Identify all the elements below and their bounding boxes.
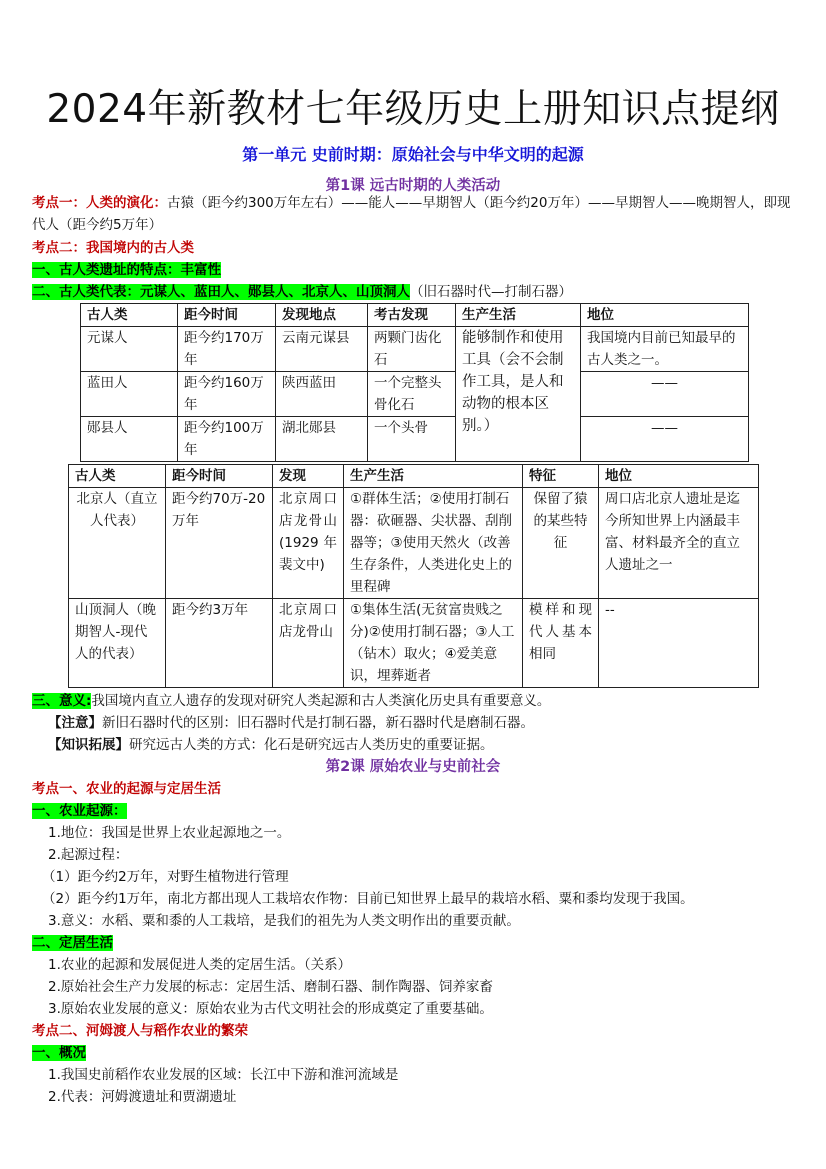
table-cell: 模样和现代人基本相同 [523, 599, 599, 688]
table-row [81, 372, 749, 417]
table-row [81, 327, 749, 372]
table2-header: 特征 [523, 465, 599, 488]
list-item: （2）距今约1万年，南北方都出现人工栽培农作物：目前已知世界上最早的栽培水稻、粟和黍均发现于我国。 [42, 891, 694, 907]
table1-header: 发现地点 [276, 304, 368, 327]
lesson2-section1: 一、农业起源： [32, 803, 127, 819]
list-item: 1.农业的起源和发展促进人类的定居生活。（关系） [48, 957, 352, 973]
table-cell: 郧县人 [81, 417, 178, 462]
lesson2-section2: 二、定居生活 [32, 935, 113, 951]
table-cell: 距今约160万年 [178, 372, 276, 417]
table-cell: 距今约170万年 [178, 327, 276, 372]
table1-header: 考古发现 [368, 304, 456, 327]
table-cell: 元谋人 [81, 327, 178, 372]
table-cell: 距今约100万年 [178, 417, 276, 462]
section3-label: 三、意义: [32, 693, 92, 709]
table-cell: ①群体生活；②使用打制石器：砍砸器、尖状器、刮削器等；③使用天然火（改善生存条件，人类进化史上的里程碑 [344, 488, 523, 599]
table-row [81, 417, 749, 462]
table2-header: 古人类 [69, 465, 166, 488]
list-item: 1.我国史前稻作农业发展的区域：长江中下游和淮河流域是 [48, 1067, 399, 1083]
list-item: 1.地位：我国是世界上农业起源地之一。 [48, 825, 291, 841]
table-cell: 陕西蓝田 [276, 372, 368, 417]
lesson1-heading: 第1课 远古时期的人类活动 [325, 178, 501, 194]
table-cell: 山顶洞人（晚期智人-现代人的代表） [69, 599, 166, 688]
table-cell: 距今约70万-20万年 [166, 488, 273, 599]
table-cell: —— [581, 417, 749, 462]
lesson2-section3: 一、概况 [32, 1045, 86, 1061]
point1-label: 考点一：人类的演化： [32, 195, 167, 211]
point1-text: 古猿（距今约300万年左右）——能人——早期智人（距今约20万年）——早期智人——晚期智人，即现代人（距今约5万年） [32, 195, 791, 233]
table1-header: 距今时间 [178, 304, 276, 327]
list-item: 2.起源过程： [48, 847, 129, 863]
content-flow [0, 303, 826, 1108]
list-item: 3.意义：水稻、粟和黍的人工栽培，是我们的祖先为人类文明作出的重要贡献。 [48, 913, 520, 929]
list-item: 2.原始社会生产力发展的标志：定居生活、磨制石器、制作陶器、饲养家畜 [48, 979, 493, 995]
table-cell: 云南元谋县 [276, 327, 368, 372]
unit-heading: 第一单元 史前时期：原始社会与中华文明的起源 [242, 145, 584, 164]
table-cell: 湖北郧县 [276, 417, 368, 462]
lesson2-heading: 第2课 原始农业与史前社会 [325, 759, 501, 775]
note-label: 【注意】 [48, 715, 102, 731]
point2-heading: 考点二：我国境内的古人类 [32, 240, 194, 256]
table-cell: -- [599, 599, 759, 688]
table-cell: 保留了猿的某些特征 [523, 488, 599, 599]
section1-heading: 一、古人类遗址的特点：丰富性 [32, 262, 221, 278]
document-title: 2024年新教材七年级历史上册知识点提纲 [46, 87, 780, 132]
table-cell: 北京周口店龙骨山(1929年裴文中) [273, 488, 344, 599]
table-cell: 一个头骨 [368, 417, 456, 462]
list-item: 3.原始农业发展的意义：原始农业为古代文明社会的形成奠定了重要基础。 [48, 1001, 493, 1017]
table-cell: ①集体生活(无贫富贵贱之分)②使用打制石器；③人工（钻木）取火；④爱美意识，埋葬逝者 [344, 599, 523, 688]
table-row [69, 488, 759, 599]
table2-header: 生产生活 [344, 465, 523, 488]
section2-note: （旧石器时代—打制石器） [410, 284, 572, 300]
table2-header: 地位 [599, 465, 759, 488]
section2-heading: 二、古人类代表：元谋人、蓝田人、郧县人、北京人、山顶洞人 [32, 284, 410, 300]
table-cell: 一个完整头骨化石 [368, 372, 456, 417]
table-cell: 北京周口店龙骨山 [273, 599, 344, 688]
section3-text: 我国境内直立人遗存的发现对研究人类起源和古人类演化历史具有重要意义。 [91, 693, 551, 709]
ancient-humans-table-2 [68, 464, 759, 688]
list-item: （1）距今约2万年，对野生植物进行管理 [42, 869, 289, 885]
extension-text: 研究远古人类的方式：化石是研究远古人类历史的重要证据。 [129, 737, 494, 753]
table-cell: 能够制作和使用工具（会不会制作工具，是人和动物的根本区别。） [456, 327, 581, 462]
table-cell: 蓝田人 [81, 372, 178, 417]
table1-header: 古人类 [81, 304, 178, 327]
list-item: 2.代表：河姆渡遗址和贾湖遗址 [48, 1089, 237, 1105]
note-text: 新旧石器时代的区别：旧石器时代是打制石器，新石器时代是磨制石器。 [102, 715, 534, 731]
table-row [69, 599, 759, 688]
lesson2-point1: 考点一、农业的起源与定居生活 [32, 781, 221, 797]
table1-header: 生产生活 [456, 304, 581, 327]
ancient-humans-table-1 [80, 303, 749, 462]
table-cell: —— [581, 372, 749, 417]
table2-header: 发现 [273, 465, 344, 488]
extension-label: 【知识拓展】 [48, 737, 129, 753]
point1-paragraph [32, 192, 796, 236]
table-cell: 周口店北京人遗址是迄今所知世界上内涵最丰富、材料最齐全的直立人遗址之一 [599, 488, 759, 599]
table-cell: 两颗门齿化石 [368, 327, 456, 372]
table-cell: 北京人（直立人代表） [69, 488, 166, 599]
table-cell: 距今约3万年 [166, 599, 273, 688]
lesson2-point2: 考点二、河姆渡人与稻作农业的繁荣 [32, 1023, 248, 1039]
table1-header: 地位 [581, 304, 749, 327]
table-cell: 我国境内目前已知最早的古人类之一。 [581, 327, 749, 372]
table2-header: 距今时间 [166, 465, 273, 488]
